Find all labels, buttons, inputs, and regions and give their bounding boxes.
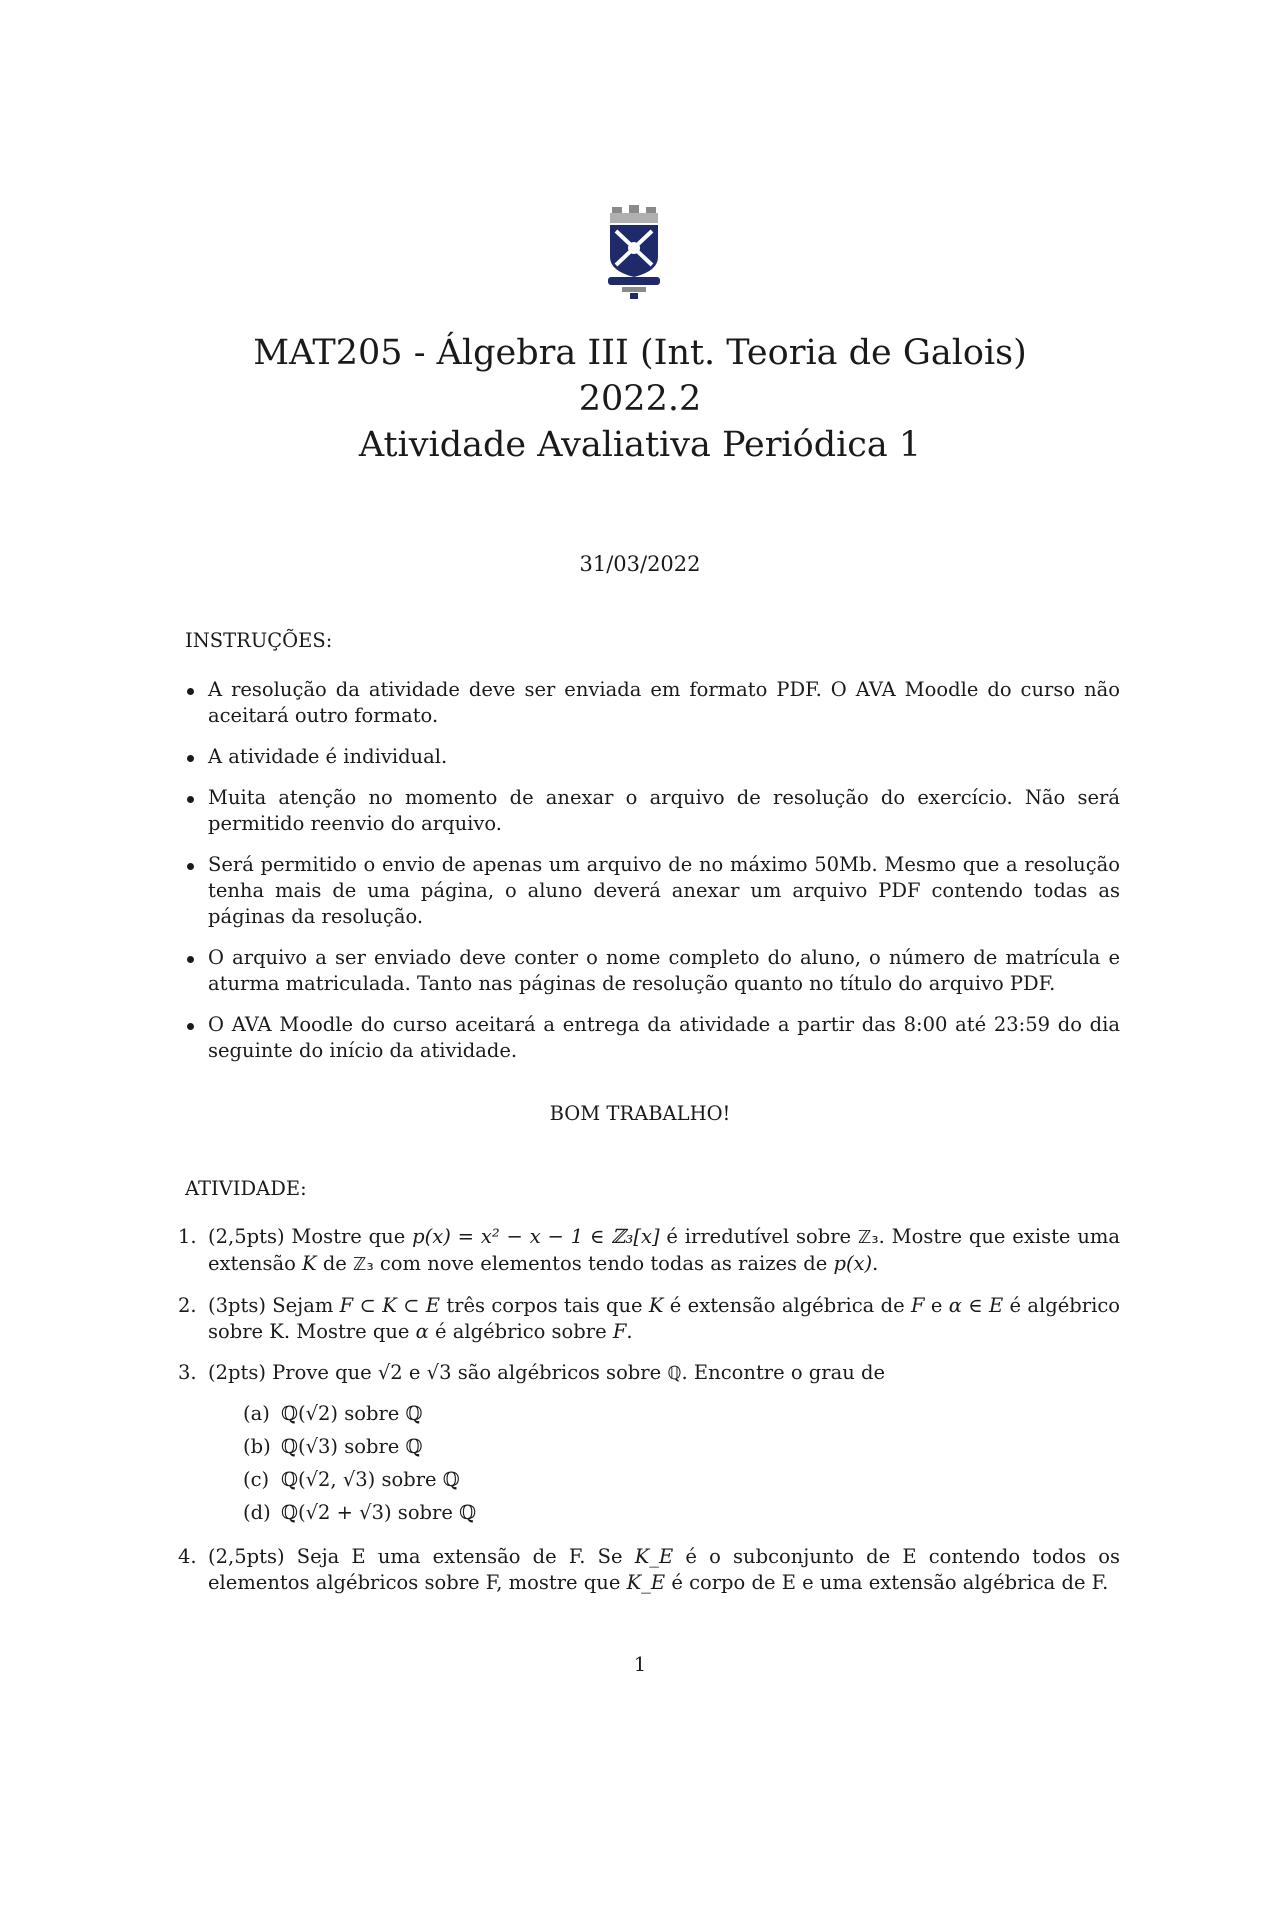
question-4 — [178, 1544, 1120, 1596]
math-expression: ℚ(√2 + √3) — [281, 1501, 392, 1524]
bullet-icon — [187, 956, 194, 963]
list-item — [185, 945, 1120, 997]
list-item — [243, 1430, 1120, 1463]
question-text: (2,5pts) Mostre que — [208, 1225, 413, 1248]
math-expression: α — [415, 1320, 429, 1343]
bullet-icon — [187, 755, 194, 762]
question-2 — [178, 1293, 1120, 1345]
question-number: 3. — [178, 1361, 197, 1384]
subquestion-text: sobre ℚ — [375, 1468, 460, 1491]
math-expression: α ∈ E — [948, 1294, 1004, 1317]
page-number: 1 — [633, 1653, 647, 1676]
math-expression: F — [612, 1320, 627, 1343]
question-1 — [178, 1224, 1120, 1278]
bullet-icon — [187, 796, 194, 803]
instruction-text: A atividade é individual. — [208, 745, 448, 768]
list-item — [243, 1397, 1120, 1430]
instructions-list — [185, 677, 1120, 1079]
list-item — [185, 785, 1120, 837]
math-expression: ℤ₃ — [857, 1227, 879, 1248]
subquestion-label: (a) — [243, 1402, 270, 1425]
subquestion-label: (d) — [243, 1501, 271, 1524]
question-text: é algébrico sobre — [428, 1320, 613, 1343]
question-text: é extensão algébrica de — [663, 1294, 911, 1317]
closing-message: BOM TRABALHO! — [549, 1102, 731, 1125]
question-text: é irredutível sobre — [659, 1225, 858, 1248]
math-expression: F — [910, 1294, 925, 1317]
math-expression: ℚ(√2) — [281, 1402, 339, 1425]
list-item — [185, 852, 1120, 930]
question-text: (2pts) Prove que — [208, 1361, 378, 1384]
question-text: (2,5pts) Seja E uma extensão de F. Se — [208, 1545, 635, 1568]
math-expression: K — [648, 1294, 664, 1317]
question-text: . — [626, 1320, 633, 1343]
question-text: são algébricos sobre — [451, 1361, 668, 1384]
bullet-icon — [187, 863, 194, 870]
math-expression: K — [302, 1252, 317, 1275]
activity-title: Atividade Avaliativa Periódica 1 — [358, 425, 922, 465]
question-3 — [178, 1360, 1120, 1529]
math-expression: K_E — [634, 1545, 674, 1568]
math-expression: ℚ(√3) — [281, 1435, 339, 1458]
course-title: MAT205 - Álgebra III (Int. Teoria de Galois) — [253, 333, 1027, 373]
math-expression: K_E — [626, 1571, 666, 1594]
instruction-text: Será permitido o envio de apenas um arquivo de no máximo 50Mb. Mesmo que a resolução tenha mais de uma página, o aluno deverá anexar um arquivo PDF contendo todas as páginas da resolução. — [208, 853, 1120, 928]
question-number: 1. — [178, 1225, 197, 1248]
instruction-text: O AVA Moodle do curso aceitará a entrega da atividade a partir das 8:00 até 23:59 do dia seguinte do início da atividade. — [208, 1013, 1120, 1062]
math-expression: p(x) = x² − x − 1 ∈ ℤ₃[x] — [412, 1225, 660, 1248]
list-item — [243, 1496, 1120, 1529]
question-text: três corpos tais que — [440, 1294, 649, 1317]
list-item — [185, 677, 1120, 729]
question-text: (3pts) Sejam — [208, 1294, 340, 1317]
bullet-icon — [187, 1023, 194, 1030]
question-text: é corpo de E e uma extensão algébrica de F. — [665, 1571, 1109, 1594]
semester: 2022.2 — [578, 379, 702, 419]
university-crest-icon — [604, 205, 664, 301]
document-title — [0, 330, 1280, 468]
list-item — [243, 1463, 1120, 1496]
subquestion-text: sobre ℚ — [338, 1402, 423, 1425]
instruction-text: O arquivo a ser enviado deve conter o nome completo do aluno, o número de matrícula e aturma matriculada. Tanto nas páginas de resolução quanto no título do arquivo PDF. — [208, 946, 1120, 995]
math-expression: √2 — [377, 1361, 403, 1384]
question-text: de — [316, 1252, 354, 1275]
question-text: e — [402, 1361, 427, 1384]
question-text: . Mostre que existe uma extensão — [208, 1225, 1120, 1275]
question-text: com nove elementos tendo todas as raizes de — [373, 1252, 834, 1275]
bullet-icon — [187, 688, 194, 695]
activity-heading: ATIVIDADE: — [185, 1177, 307, 1200]
activity-list — [178, 1224, 1120, 1611]
math-expression: √3 — [426, 1361, 452, 1384]
list-item — [185, 744, 1120, 770]
question-number: 2. — [178, 1294, 197, 1317]
subquestion-text: sobre ℚ — [391, 1501, 477, 1524]
instruction-text: A resolução da atividade deve ser enviada em formato PDF. O AVA Moodle do curso não aceitará outro formato. — [208, 678, 1120, 727]
subquestion-label: (b) — [243, 1435, 271, 1458]
document-date: 31/03/2022 — [579, 552, 701, 576]
list-item — [185, 1012, 1120, 1064]
question-text: . Encontre o grau de — [681, 1361, 885, 1384]
instruction-text: Muita atenção no momento de anexar o arquivo de resolução do exercício. Não será permitido reenvio do arquivo. — [208, 786, 1120, 835]
question-text: é o subconjunto de E contendo todos os elementos algébricos sobre F, mostre que — [208, 1545, 1120, 1594]
question-text: . — [872, 1252, 879, 1275]
math-expression: ℤ₃ — [353, 1254, 374, 1275]
math-expression: ℚ(√2, √3) — [281, 1468, 376, 1491]
subquestion-list — [208, 1397, 1120, 1529]
subquestion-text: sobre ℚ — [338, 1435, 423, 1458]
math-expression: p(x) — [833, 1252, 873, 1275]
question-text: é algébrico sobre K. Mostre que — [208, 1294, 1121, 1343]
math-expression: F ⊂ K ⊂ E — [339, 1294, 441, 1317]
math-expression: ℚ — [667, 1363, 682, 1384]
question-number: 4. — [178, 1545, 197, 1568]
subquestion-label: (c) — [243, 1468, 270, 1491]
instructions-heading: INSTRUÇÕES: — [185, 629, 333, 652]
question-text: e — [924, 1294, 949, 1317]
